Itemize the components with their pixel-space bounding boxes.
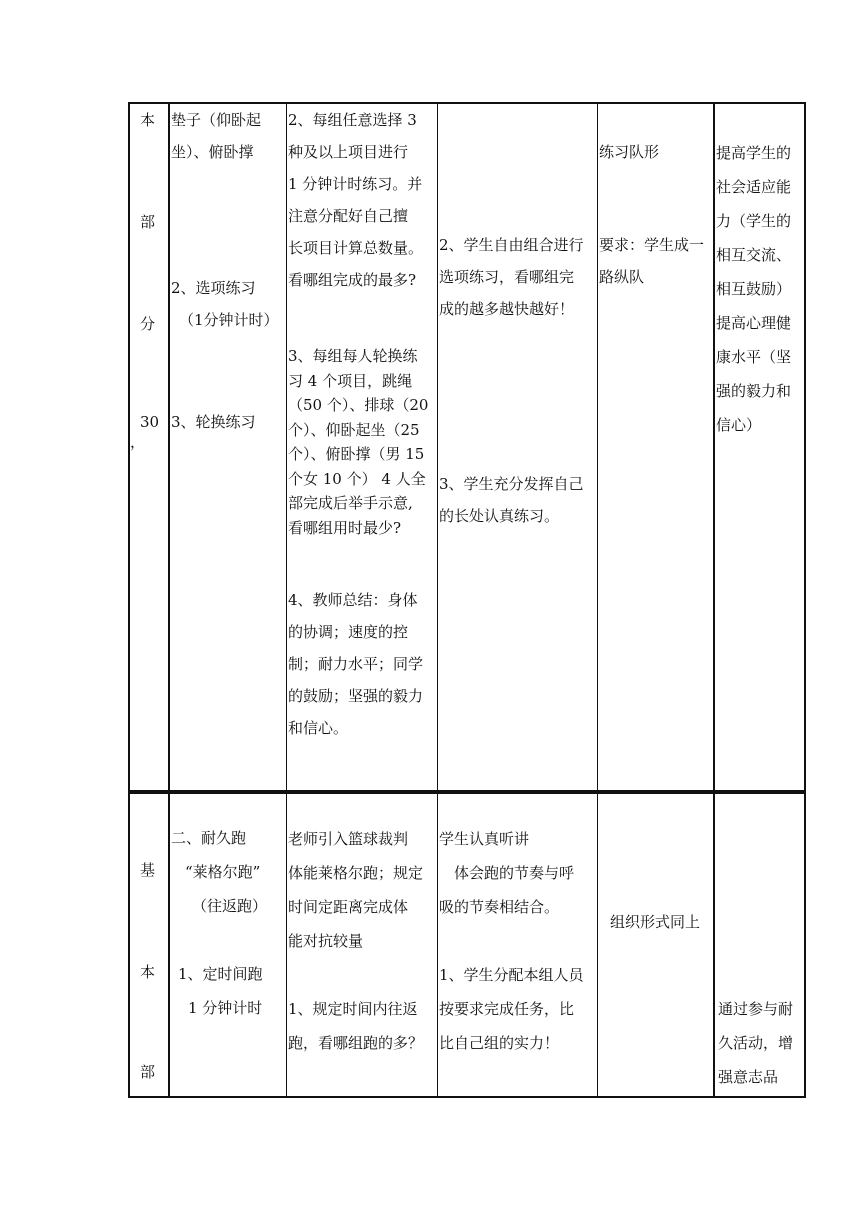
phase-label-punct: ， (130, 433, 146, 451)
phase-label-char: 基 (140, 861, 156, 879)
content-text: （往返跑） (192, 897, 268, 915)
student-intro: 学生认真听讲 体会跑的节奏与呼 吸的节奏相结合。 (439, 830, 575, 916)
phase-label-char: 本 (140, 111, 156, 129)
organization-requirement: 要求：学生成一 路纵队 (599, 236, 705, 286)
teacher-activity-1: 1、规定时间内往返 跑，看哪组跑的多？ (288, 1000, 424, 1052)
organization-formation: 练习队形 (599, 143, 660, 161)
phase-label-char: 部 (140, 213, 156, 231)
column-divider (713, 104, 715, 790)
phase-label-char: 部 (140, 1063, 156, 1081)
column-divider (168, 794, 170, 1096)
goal-text: 提高学生的 社会适应能 力（学生的 相互交流、 相互鼓励） 提高心理健 康水平（坚 强的毅力和 信心） (716, 144, 792, 434)
organization-text: 组织形式同上 (610, 913, 701, 931)
column-divider (713, 794, 715, 1096)
teacher-activity-2: 2、每组任意选择 3 种及以上项目进行 1 分钟计时练习。并 注意分配好自己擅 长项目计算总数量。 看哪组完成的最多? (288, 111, 424, 289)
goal-text: 通过参与耐 久活动，增 强意志品 (718, 1000, 794, 1086)
content-item: 3、轮换练习 (171, 413, 256, 431)
phase-label-char: 分 (140, 315, 156, 333)
column-divider (168, 104, 170, 790)
content-text: 二、耐久跑 (171, 829, 247, 847)
teacher-intro: 老师引入篮球裁判 体能莱格尔跑；规定 时间定距离完成体 能对抗较量 (288, 830, 424, 950)
student-activity-2: 2、学生自由组合进行 选项练习，看哪组完 成的越多越快越好！ (439, 236, 584, 318)
lesson-table-section-2 (128, 792, 806, 1098)
phase-duration: 30 (140, 413, 160, 431)
content-text: 垫子（仰卧起 (171, 111, 262, 129)
content-text: 坐）、俯卧撑 (171, 143, 254, 161)
lesson-table-section-1 (128, 102, 806, 792)
content-item: 1、定时间跑 (178, 965, 263, 983)
teacher-summary: 4、教师总结：身体 的协调；速度的控 制；耐力水平；同学 的鼓励；坚强的毅力 和信心。 (288, 591, 424, 737)
teacher-activity-3: 3、每组每人轮换练 习 4 个项目，跳绳 （50 个）、排球（20 个）、仰卧起坐（25 个）、俯卧撑（男 15 个女 10 个） 4 人全 部完成后举手示意, 看哪组用时最少? (288, 347, 429, 537)
student-activity-3: 3、学生充分发挥自己 的长处认真练习。 (439, 475, 584, 525)
column-divider (286, 794, 287, 1096)
content-item: 2、选项练习 (171, 279, 256, 297)
content-item-sub: （1分钟计时） (179, 311, 279, 329)
column-divider (437, 794, 438, 1096)
phase-label-char: 本 (140, 963, 156, 981)
column-divider (597, 104, 598, 790)
student-activity-1: 1、学生分配本组人员 按要求完成任务，比 比自己组的实力！ (439, 966, 584, 1052)
content-text: “莱格尔跑” (185, 863, 261, 881)
column-divider (286, 104, 287, 790)
column-divider (437, 104, 438, 790)
content-item-sub: 1 分钟计时 (188, 999, 263, 1017)
column-divider (597, 794, 598, 1096)
